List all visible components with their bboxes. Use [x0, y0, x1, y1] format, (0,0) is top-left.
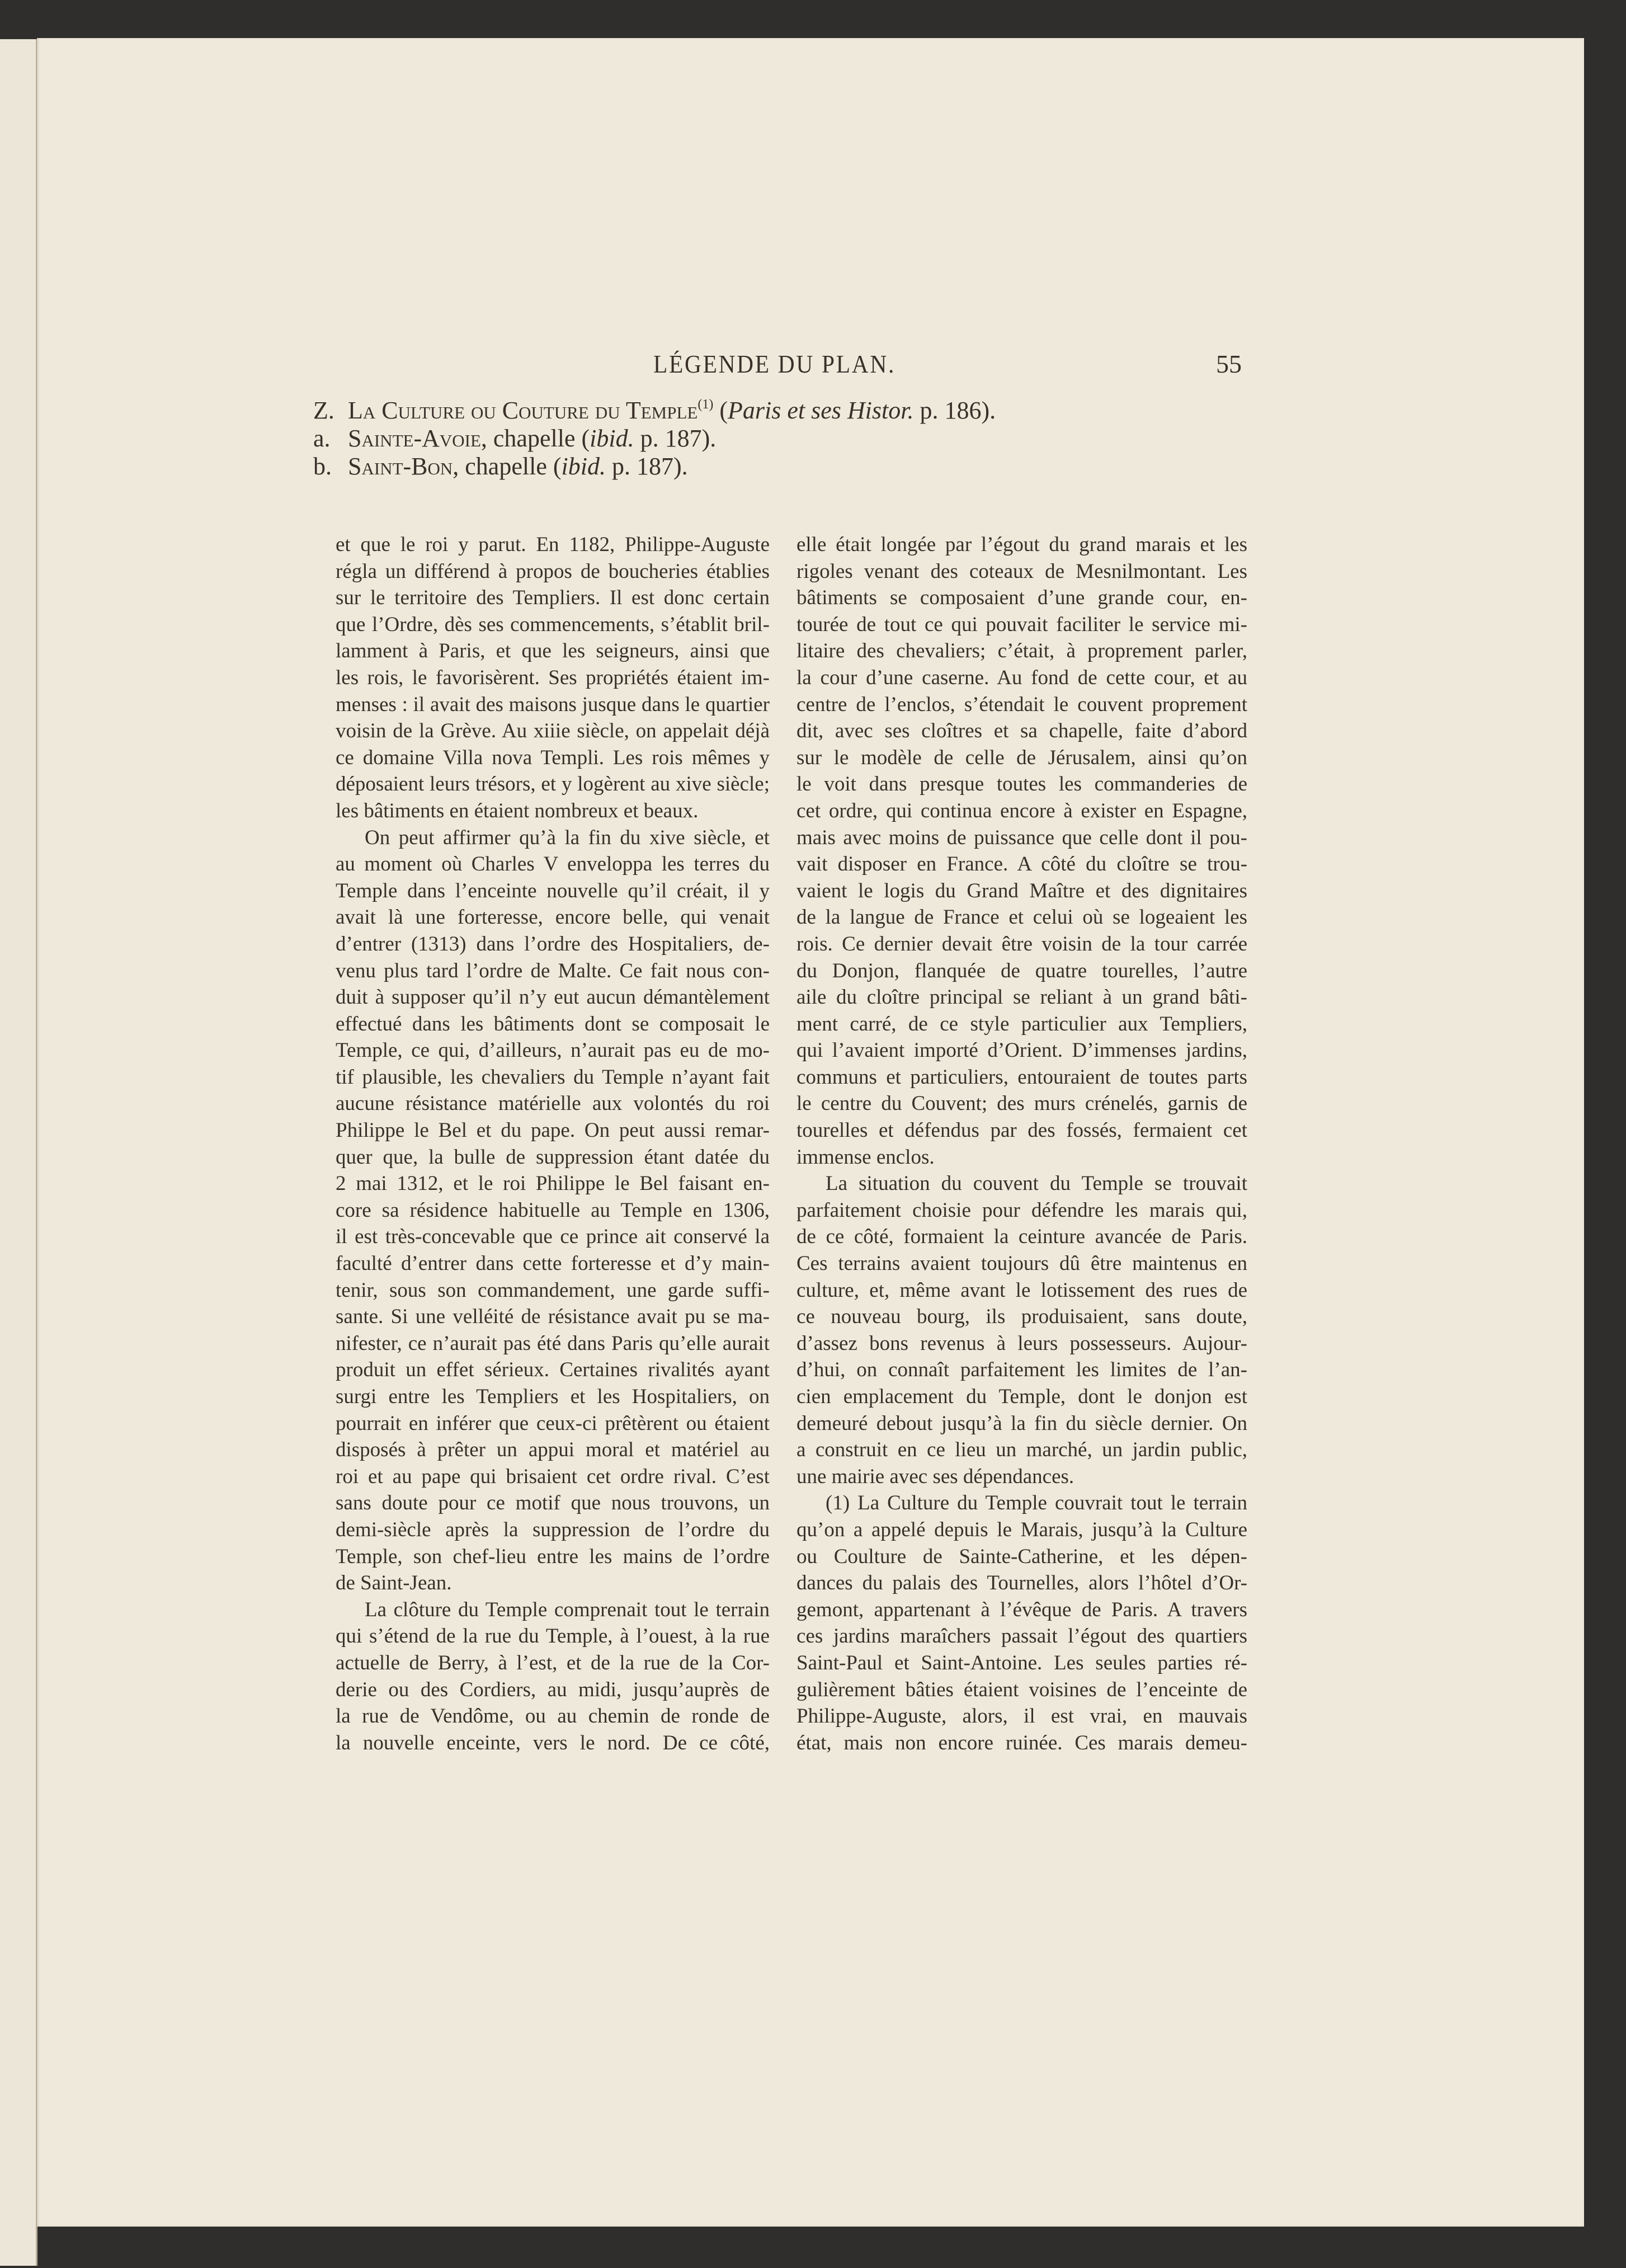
text-line: roi et au pape qui brisaient cet ordre rival. C’est: [336, 1465, 770, 1488]
text-line: disposés à prêter un appui moral et matériel au: [336, 1438, 770, 1462]
text-line: bâtiments se composaient d’une grande cour, en-: [796, 586, 1247, 610]
text-line: demeuré debout jusqu’à la fin du siècle dernier. On: [796, 1411, 1247, 1435]
text-column-right: [796, 531, 1247, 1756]
legend-citation: ibid.: [561, 453, 606, 480]
text-line: les rois, le favorisèrent. Ses propriétés étaient im-: [336, 666, 770, 689]
text-line: gulièrement bâties étaient voisines de l’enceinte de: [796, 1678, 1247, 1701]
legend-letter: Z.: [313, 397, 334, 424]
legend-citation: ibid.: [590, 425, 634, 452]
text-line: gemont, appartenant à l’évêque de Paris. A travers: [796, 1598, 1247, 1621]
text-line: d’entrer (1313) dans l’ordre des Hospitaliers, de-: [336, 932, 770, 956]
book-page: [37, 38, 1584, 2227]
text-line: mais avec moins de puissance que celle dont il pou-: [796, 826, 1247, 849]
text-line: d’hui, on connaît parfaitement les limites de l’an-: [796, 1358, 1247, 1382]
text-line: litaire des chevaliers; c’était, à proprement parler,: [796, 639, 1247, 663]
text-line: qu’on a appelé depuis le Marais, jusqu’à la Culture: [796, 1518, 1247, 1541]
text-line: culture, et, même avant le lotissement des rues de: [796, 1278, 1247, 1302]
text-line: La situation du couvent du Temple se trouvait: [826, 1172, 1247, 1196]
text-line: qui s’étend de la rue du Temple, à l’ouest, à la rue: [336, 1625, 770, 1648]
text-line: vait disposer en France. A côté du cloître se trou-: [796, 853, 1247, 876]
previous-page-edge: [0, 39, 37, 2266]
text-line: déposaient leurs trésors, et y logèrent au xive siècle;: [336, 773, 770, 796]
text-line: vaient le logis du Grand Maître et des dignitaires: [796, 879, 1247, 902]
text-line: Philippe-Auguste, alors, il est vrai, en mauvais: [796, 1705, 1247, 1728]
text-line: core sa résidence habituelle au Temple en 1306,: [336, 1198, 770, 1222]
legend-desc: , chapelle (: [480, 425, 590, 452]
legend-citation-page: p. 186).: [913, 397, 996, 424]
text-line: surgi entre les Templiers et les Hospitaliers, on: [336, 1385, 770, 1408]
running-title: LÉGENDE DU PLAN.: [653, 350, 896, 378]
text-line: la nouvelle enceinte, vers le nord. De ce côté,: [336, 1731, 770, 1754]
text-line: parfaitement choisie pour défendre les marais qui,: [796, 1198, 1247, 1222]
text-line: centre de l’enclos, s’étendait le couvent proprement: [796, 693, 1247, 716]
plan-legend: [313, 390, 996, 481]
text-line: d’assez bons revenus à leurs possesseurs. Aujour-: [796, 1331, 1247, 1355]
text-line: il est très-concevable que ce prince ait conservé la: [336, 1225, 770, 1249]
text-line: voisin de la Grève. Au xiiie siècle, on appelait déjà: [336, 719, 770, 743]
text-line: le voit dans presque toutes les commanderies de: [796, 773, 1247, 796]
text-line: au moment où Charles V enveloppa les terres du: [336, 853, 770, 876]
text-line: du Donjon, flanquée de quatre tourelles, l’autre: [796, 959, 1247, 982]
text-line: demi-siècle après la suppression de l’ordre du: [336, 1518, 770, 1541]
text-line: aile du cloître principal se reliant à un grand bâti-: [796, 986, 1247, 1009]
page-number: 55: [1216, 350, 1242, 378]
text-line: 2 mai 1312, et le roi Philippe le Bel faisant en-: [336, 1172, 770, 1196]
text-line: Temple, ce qui, d’ailleurs, n’aurait pas eu de mo-: [336, 1039, 770, 1062]
text-line: actuelle de Berry, à l’est, et de la rue de la Cor-: [336, 1651, 770, 1674]
legend-item-b: [313, 453, 996, 481]
footnote-ref: (1): [697, 397, 714, 412]
text-line: tif plausible, les chevaliers du Temple n’ayant fait: [336, 1065, 770, 1089]
text-line: état, mais non encore ruinée. Ces marais demeu-: [796, 1731, 1247, 1754]
legend-name: La Culture ou Couture du Temple: [348, 397, 698, 424]
text-line: La clôture du Temple comprenait tout le terrain: [365, 1598, 770, 1621]
text-line: venu plus tard l’ordre de Malte. Ce fait nous con-: [336, 959, 770, 982]
text-line: aucune résistance matérielle aux volontés du roi: [336, 1092, 770, 1116]
text-line: ce nouveau bourg, ils produisaient, sans doute,: [796, 1305, 1247, 1329]
running-head: [37, 349, 1584, 383]
text-line: de Saint-Jean.: [336, 1571, 452, 1595]
text-line: dit, avec ses cloîtres et sa chapelle, faite d’abord: [796, 719, 1247, 743]
text-line: nifester, ce n’aurait pas été dans Paris qu’elle aurait: [336, 1331, 770, 1355]
text-line: cien emplacement du Temple, dont le donjon est: [796, 1385, 1247, 1408]
text-line: avait là une forteresse, encore belle, qui venait: [336, 906, 770, 929]
text-line: ces jardins maraîchers passait l’égout des quartiers: [796, 1625, 1247, 1648]
text-line: de la langue de France et celui où se logeaient les: [796, 906, 1247, 929]
text-line: ment carré, de ce style particulier aux Templiers,: [796, 1012, 1247, 1036]
text-line: une mairie avec ses dépendances.: [796, 1465, 1074, 1488]
legend-citation-page: p. 187).: [634, 425, 717, 452]
legend-letter: b.: [313, 453, 332, 480]
text-line: la rue de Vendôme, ou au chemin de ronde de: [336, 1705, 770, 1728]
text-line: Philippe le Bel et du pape. On peut aussi remar-: [336, 1119, 770, 1142]
text-line: et que le roi y parut. En 1182, Philippe-Auguste: [336, 533, 770, 556]
text-line: tourelles et défendus par des fossés, fermaient cet: [796, 1119, 1247, 1142]
text-line: tourée de tout ce qui pouvait faciliter le service mi-: [796, 613, 1247, 636]
legend-letter: a.: [313, 425, 331, 452]
text-line: Temple, son chef-lieu entre les mains de l’ordre: [336, 1545, 770, 1568]
text-column-left: [336, 531, 770, 1756]
text-line: Saint-Paul et Saint-Antoine. Les seules parties ré-: [796, 1651, 1247, 1674]
text-line: (1) La Culture du Temple couvrait tout le terrain: [826, 1491, 1247, 1515]
text-line: communs et particuliers, entouraient de toutes parts: [796, 1065, 1247, 1089]
legend-citation-page: p. 187).: [605, 453, 688, 480]
text-line: sur le territoire des Templiers. Il est donc certain: [336, 586, 770, 610]
text-line: quer que, la bulle de suppression étant datée du: [336, 1145, 770, 1169]
text-line: lamment à Paris, et que les seigneurs, ainsi que: [336, 639, 770, 663]
text-line: sur le modèle de celle de Jérusalem, ainsi qu’on: [796, 746, 1247, 769]
text-line: sante. Si une velléité de résistance avait pu se ma-: [336, 1305, 770, 1329]
text-line: les bâtiments en étaient nombreux et beaux.: [336, 799, 699, 822]
text-line: ou Coulture de Sainte-Catherine, et les dépen-: [796, 1545, 1247, 1568]
text-line: derie ou des Cordiers, au midi, jusqu’auprès de: [336, 1678, 770, 1701]
text-line: de ce côté, formaient la ceinture avancée de Paris.: [796, 1225, 1247, 1249]
text-line: menses : il avait des maisons jusque dans le quartier: [336, 693, 770, 716]
text-line: produit un effet sérieux. Certaines rivalités ayant: [336, 1358, 770, 1382]
text-line: que l’Ordre, dès ses commencements, s’établit bril-: [336, 613, 770, 636]
text-line: duit à supposer qu’il n’y eut aucun démantèlement: [336, 986, 770, 1009]
text-line: Ces terrains avaient toujours dû être maintenus en: [796, 1252, 1247, 1276]
text-line: effectué dans les bâtiments dont se composait le: [336, 1012, 770, 1036]
text-line: tenir, sous son commandement, une garde suffi-: [336, 1278, 770, 1302]
legend-item-z: Z. La Culture ou Couture du Temple$^{(1)}$ (Paris et ses Histor. p. 186).: [313, 397, 996, 424]
text-line: régla un différend à propos de boucheries établies: [336, 559, 770, 583]
legend-name: Saint-Bon: [348, 453, 453, 480]
text-line: a construit en ce lieu un marché, un jardin public,: [796, 1438, 1247, 1462]
text-line: le centre du Couvent; des murs crénelés, garnis de: [796, 1092, 1247, 1116]
text-line: la cour d’une caserne. Au fond de cette cour, et au: [796, 666, 1247, 689]
text-line: dances du palais des Tournelles, alors l’hôtel d’Or-: [796, 1571, 1247, 1595]
legend-desc: , chapelle (: [453, 453, 562, 480]
legend-name: Sainte-Avoie: [348, 425, 481, 452]
text-line: rois. Ce dernier devait être voisin de la tour carrée: [796, 932, 1247, 956]
legend-item-a: [313, 425, 996, 453]
text-line: On peut affirmer qu’à la fin du xive siècle, et: [365, 826, 770, 849]
text-line: faculté d’entrer dans cette forteresse et d’y main-: [336, 1252, 770, 1276]
text-line: qui l’avaient importé d’Orient. D’immenses jardins,: [796, 1039, 1247, 1062]
legend-citation: Paris et ses Histor.: [727, 397, 914, 424]
text-line: elle était longée par l’égout du grand marais et les: [796, 533, 1247, 556]
text-line: cet ordre, qui continua encore à exister en Espagne,: [796, 799, 1247, 822]
text-line: ce domaine Villa nova Templi. Les rois mêmes y: [336, 746, 770, 769]
text-line: rigoles venant des coteaux de Mesnilmontant. Les: [796, 559, 1247, 583]
text-line: Temple dans l’enceinte nouvelle qu’il créait, il y: [336, 879, 770, 902]
text-line: immense enclos.: [796, 1145, 935, 1169]
text-line: pourrait en inférer que ceux-ci prêtèrent ou étaient: [336, 1411, 770, 1435]
text-line: sans doute pour ce motif que nous trouvons, un: [336, 1491, 770, 1515]
